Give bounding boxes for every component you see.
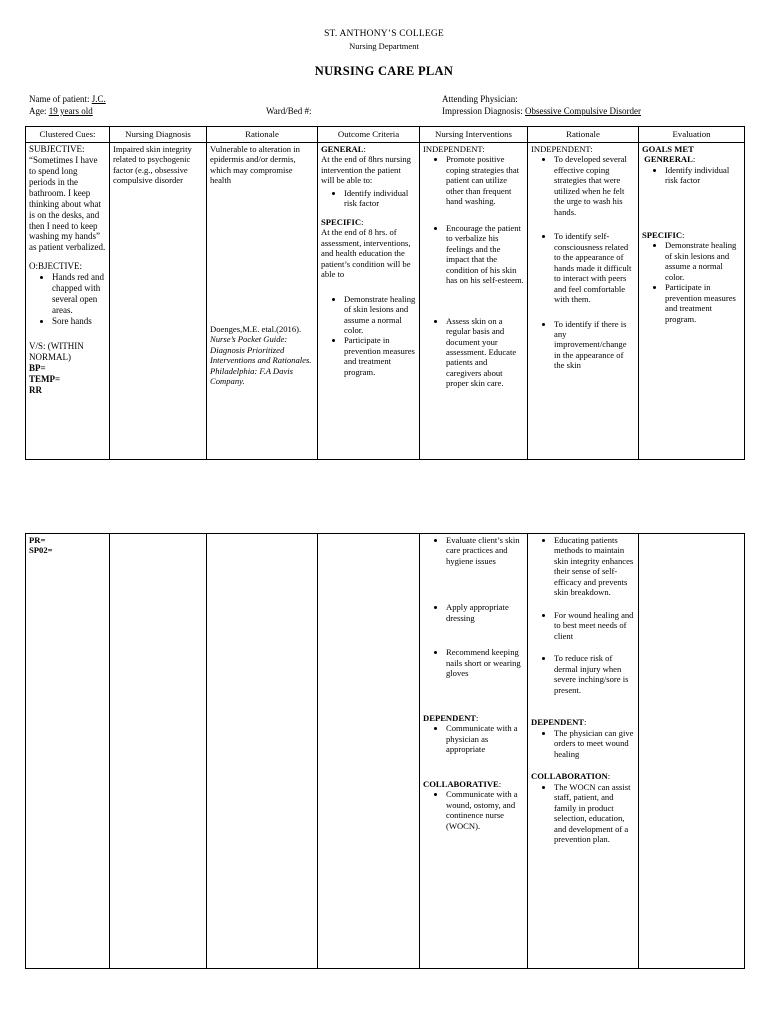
list-item: • Communicate with a wound, ostomy, and continence nurse (WOCN). <box>446 789 524 831</box>
general-outcome-list <box>321 188 416 209</box>
list-item: • To developed several effective coping strategies that were utilized when he felt the urge to wash his hands. <box>554 154 635 217</box>
impression-diagnosis-label: Impression Diagnosis: <box>442 106 523 116</box>
department-name: Nursing Department <box>349 41 419 51</box>
table-row <box>26 142 745 459</box>
impression-diagnosis-line <box>442 106 641 117</box>
objective-list <box>29 272 106 327</box>
reference-publisher: Philadelphia: F.A Davis Company. <box>210 365 293 387</box>
list-item: • The physician can give orders to meet wound healing <box>554 728 635 759</box>
patient-name-label: Name of patient: <box>29 94 90 104</box>
collaborative-interventions-list <box>423 789 524 831</box>
reference-authors: Doenges,M.E. etal.(2016). <box>210 323 302 334</box>
int-rationale-cell <box>528 142 639 459</box>
rr-label: RR <box>29 385 42 396</box>
list-item: • Promote positive coping strategies that patient can utilize other than frequent hand washing. <box>446 154 524 206</box>
list-item: • Participate in prevention measures and treatment program. <box>665 282 741 324</box>
diagnosis-cell <box>110 534 207 969</box>
collaborative-label: COLLABORATIVE <box>423 778 499 789</box>
list-item: • To identify self-consciousness related to the appearance of hands made it difficult to interact with peers and feel comfortable with them. <box>554 231 635 304</box>
patient-age-line <box>29 106 93 117</box>
list-item: • Assess skin on a regular basis and document your assessment. Educate patients and caregivers about proper skin care. <box>446 316 524 389</box>
list-item: • To identify if there is any improvement/change in the appearance of the skin <box>554 319 635 371</box>
list-item: • Participate in prevention measures and treatment program. <box>344 335 416 377</box>
list-item: • The WOCN can assist staff, patient, and family in product selection, education, and development of a prevention plan. <box>554 782 635 845</box>
interventions-cell: • Evaluate client’s skin care practices and hygiene issues • Apply appropriate dressing • Recommend keeping nails short or wearing gloves DEPENDENT: • Communicate with a physician as appropriate COLLABORATIVE: • Communicate with a wound, ostomy, and continence nurse (WOCN). <box>420 534 528 969</box>
spo2-label: SP02= <box>29 545 53 556</box>
list-item: • Identify individual risk factor <box>344 188 416 209</box>
list-item: • Identify individual risk factor <box>665 165 741 186</box>
patient-age-label: Age: <box>29 106 47 116</box>
evaluation-general-list <box>642 165 741 186</box>
rationale-text: Vulnerable to alteration in epidermis and/or dermis, which may compromise health <box>210 143 300 186</box>
objective-label: O:BJECTIVE: <box>29 261 82 272</box>
impression-diagnosis-value: Obsessive Compulsive Disorder <box>525 106 641 116</box>
diagnosis-cell <box>110 142 207 459</box>
list-item: • For wound healing and to best meet needs of client <box>554 610 635 641</box>
ward-bed-label: Ward/Bed #: <box>266 106 312 116</box>
collaboration-rationale-list <box>531 782 635 845</box>
dependent-interventions-list <box>423 723 524 754</box>
evaluation-specific-list <box>642 240 741 324</box>
interventions-cell <box>420 142 528 459</box>
patient-age-value: 19 years old <box>48 106 93 116</box>
independent-rationale-list <box>531 535 635 695</box>
table-header-row <box>26 127 745 143</box>
college-name: ST. ANTHONY’S COLLEGE <box>324 29 444 39</box>
reference-book: Nurse’s Pocket Guide: Diagnosis Prioritized Interventions and Rationales. <box>210 334 312 366</box>
list-item: • Educating patients methods to maintain skin integrity enhances their sense of self-efficacy and prevents skin breakdown. <box>554 535 635 598</box>
general-text: At the end of 8hrs nursing intervention the patient will be able to: <box>321 154 411 186</box>
evaluation-specific-label: SPECIFIC <box>642 229 683 240</box>
specific-text: At the end of 8 hrs. of assessment, interventions, and health education the patient’s condition will be able to <box>321 227 411 280</box>
care-plan-table-main <box>25 126 745 460</box>
page-title: NURSING CARE PLAN <box>314 64 454 78</box>
subjective-text: “Sometimes I have to spend long periods in the bathroom. I keep thinking about what is on the desks, and then I need to keep washing my hands” as patient verbalized. <box>29 154 106 253</box>
list-item: • Demonstrate healing of skin lesions and assume a normal color. <box>665 240 741 282</box>
general-label: GENERAL <box>321 143 364 154</box>
cues-cell <box>26 534 110 969</box>
list-item: • Apply appropriate dressing <box>446 602 524 623</box>
list-item: • Evaluate client’s skin care practices and hygiene issues <box>446 535 524 566</box>
specific-outcome-list <box>321 294 416 378</box>
list-item: • Sore hands <box>52 316 106 327</box>
outcome-cell <box>318 534 420 969</box>
int-rationale-list <box>531 154 635 371</box>
pr-label: PR= <box>29 535 46 545</box>
care-plan-table-continued <box>25 533 745 969</box>
list-item: • To reduce risk of dermal injury when severe inching/sore is present. <box>554 653 635 695</box>
goals-met-label: GOALS MET <box>642 143 694 154</box>
dependent-label: DEPENDENT <box>531 717 585 728</box>
independent-interventions-list <box>423 535 524 679</box>
dependent-rationale-list <box>531 728 635 759</box>
independent-label: INDEPENDENT: <box>531 143 593 154</box>
nursing-diagnosis-text: Impaired skin integrity related to psychogenic factor (e.g., obsessive compulsive disorder <box>113 143 192 186</box>
rationale-cell <box>207 534 318 969</box>
evaluation-general-label: GENRERAL <box>644 154 693 165</box>
patient-name-value: J.C. <box>91 94 106 104</box>
list-item: • Hands red and chapped with several open areas. <box>52 272 106 316</box>
collaboration-label: COLLABORATION <box>531 771 608 782</box>
temp-label: TEMP= <box>29 374 61 385</box>
cues-cell <box>26 142 110 459</box>
list-item: • Encourage the patient to verbalize his feelings and the impact that the condition of his skin has on his self-esteem. <box>446 223 524 286</box>
bp-label: BP= <box>29 363 46 374</box>
dependent-label: DEPENDENT <box>423 712 477 723</box>
col-header-outcome: Outcome Criteria <box>318 127 420 143</box>
subjective-label: SUBJECTIVE: <box>29 143 85 154</box>
list-item: • Demonstrate healing of skin lesions and assume a normal color. <box>344 294 416 336</box>
col-header-evaluation: Evaluation <box>639 127 745 143</box>
patient-name-line <box>29 94 106 105</box>
rationale-cell <box>207 142 318 459</box>
outcome-cell: GENERAL: At the end of 8hrs nursing intervention the patient will be able to: • Identify individual risk factor SPECIFIC: At the end of 8 hrs. of assessment, interventions, and health education the patient’s condition will be able to • Demonstrate healing of skin lesions and assume a normal color. • Participate in prevention measures and treatment program. <box>318 142 420 459</box>
col-header-diagnosis: Nursing Diagnosis <box>110 127 207 143</box>
evaluation-cell: GOALS MET GENRERAL: • Identify individual risk factor SPECIFIC: • Demonstrate healing of skin lesions and assume a normal color. • Participate in prevention measures and treatment program. <box>639 142 745 459</box>
col-header-interventions: Nursing Interventions <box>420 127 528 143</box>
independent-label: INDEPENDENT: <box>423 143 485 154</box>
vital-signs-label: V/S: (WITHIN NORMAL) <box>29 341 84 363</box>
col-header-rationale: Rationale <box>207 127 318 143</box>
list-item: • Recommend keeping nails short or wearing gloves <box>446 647 524 678</box>
specific-label: SPECIFIC <box>321 216 362 227</box>
table-row <box>26 534 745 969</box>
list-item: • Communicate with a physician as appropriate <box>446 723 524 754</box>
attending-physician-label: Attending Physician: <box>442 94 518 104</box>
interventions-list <box>423 154 524 389</box>
int-rationale-cell: • Educating patients methods to maintain skin integrity enhances their sense of self-efficacy and prevents skin breakdown. • For wound healing and to best meet needs of client • To reduce risk of dermal injury when severe inching/sore is present. DEPENDENT: • The physician can give orders to meet wound healing COLLABORATION: • The WOCN can assist staff, patient, and family in product selection, education, and development of a prevention plan. <box>528 534 639 969</box>
col-header-int-rationale: Rationale <box>528 127 639 143</box>
col-header-cues: Clustered Cues: <box>26 127 110 143</box>
evaluation-cell <box>639 534 745 969</box>
